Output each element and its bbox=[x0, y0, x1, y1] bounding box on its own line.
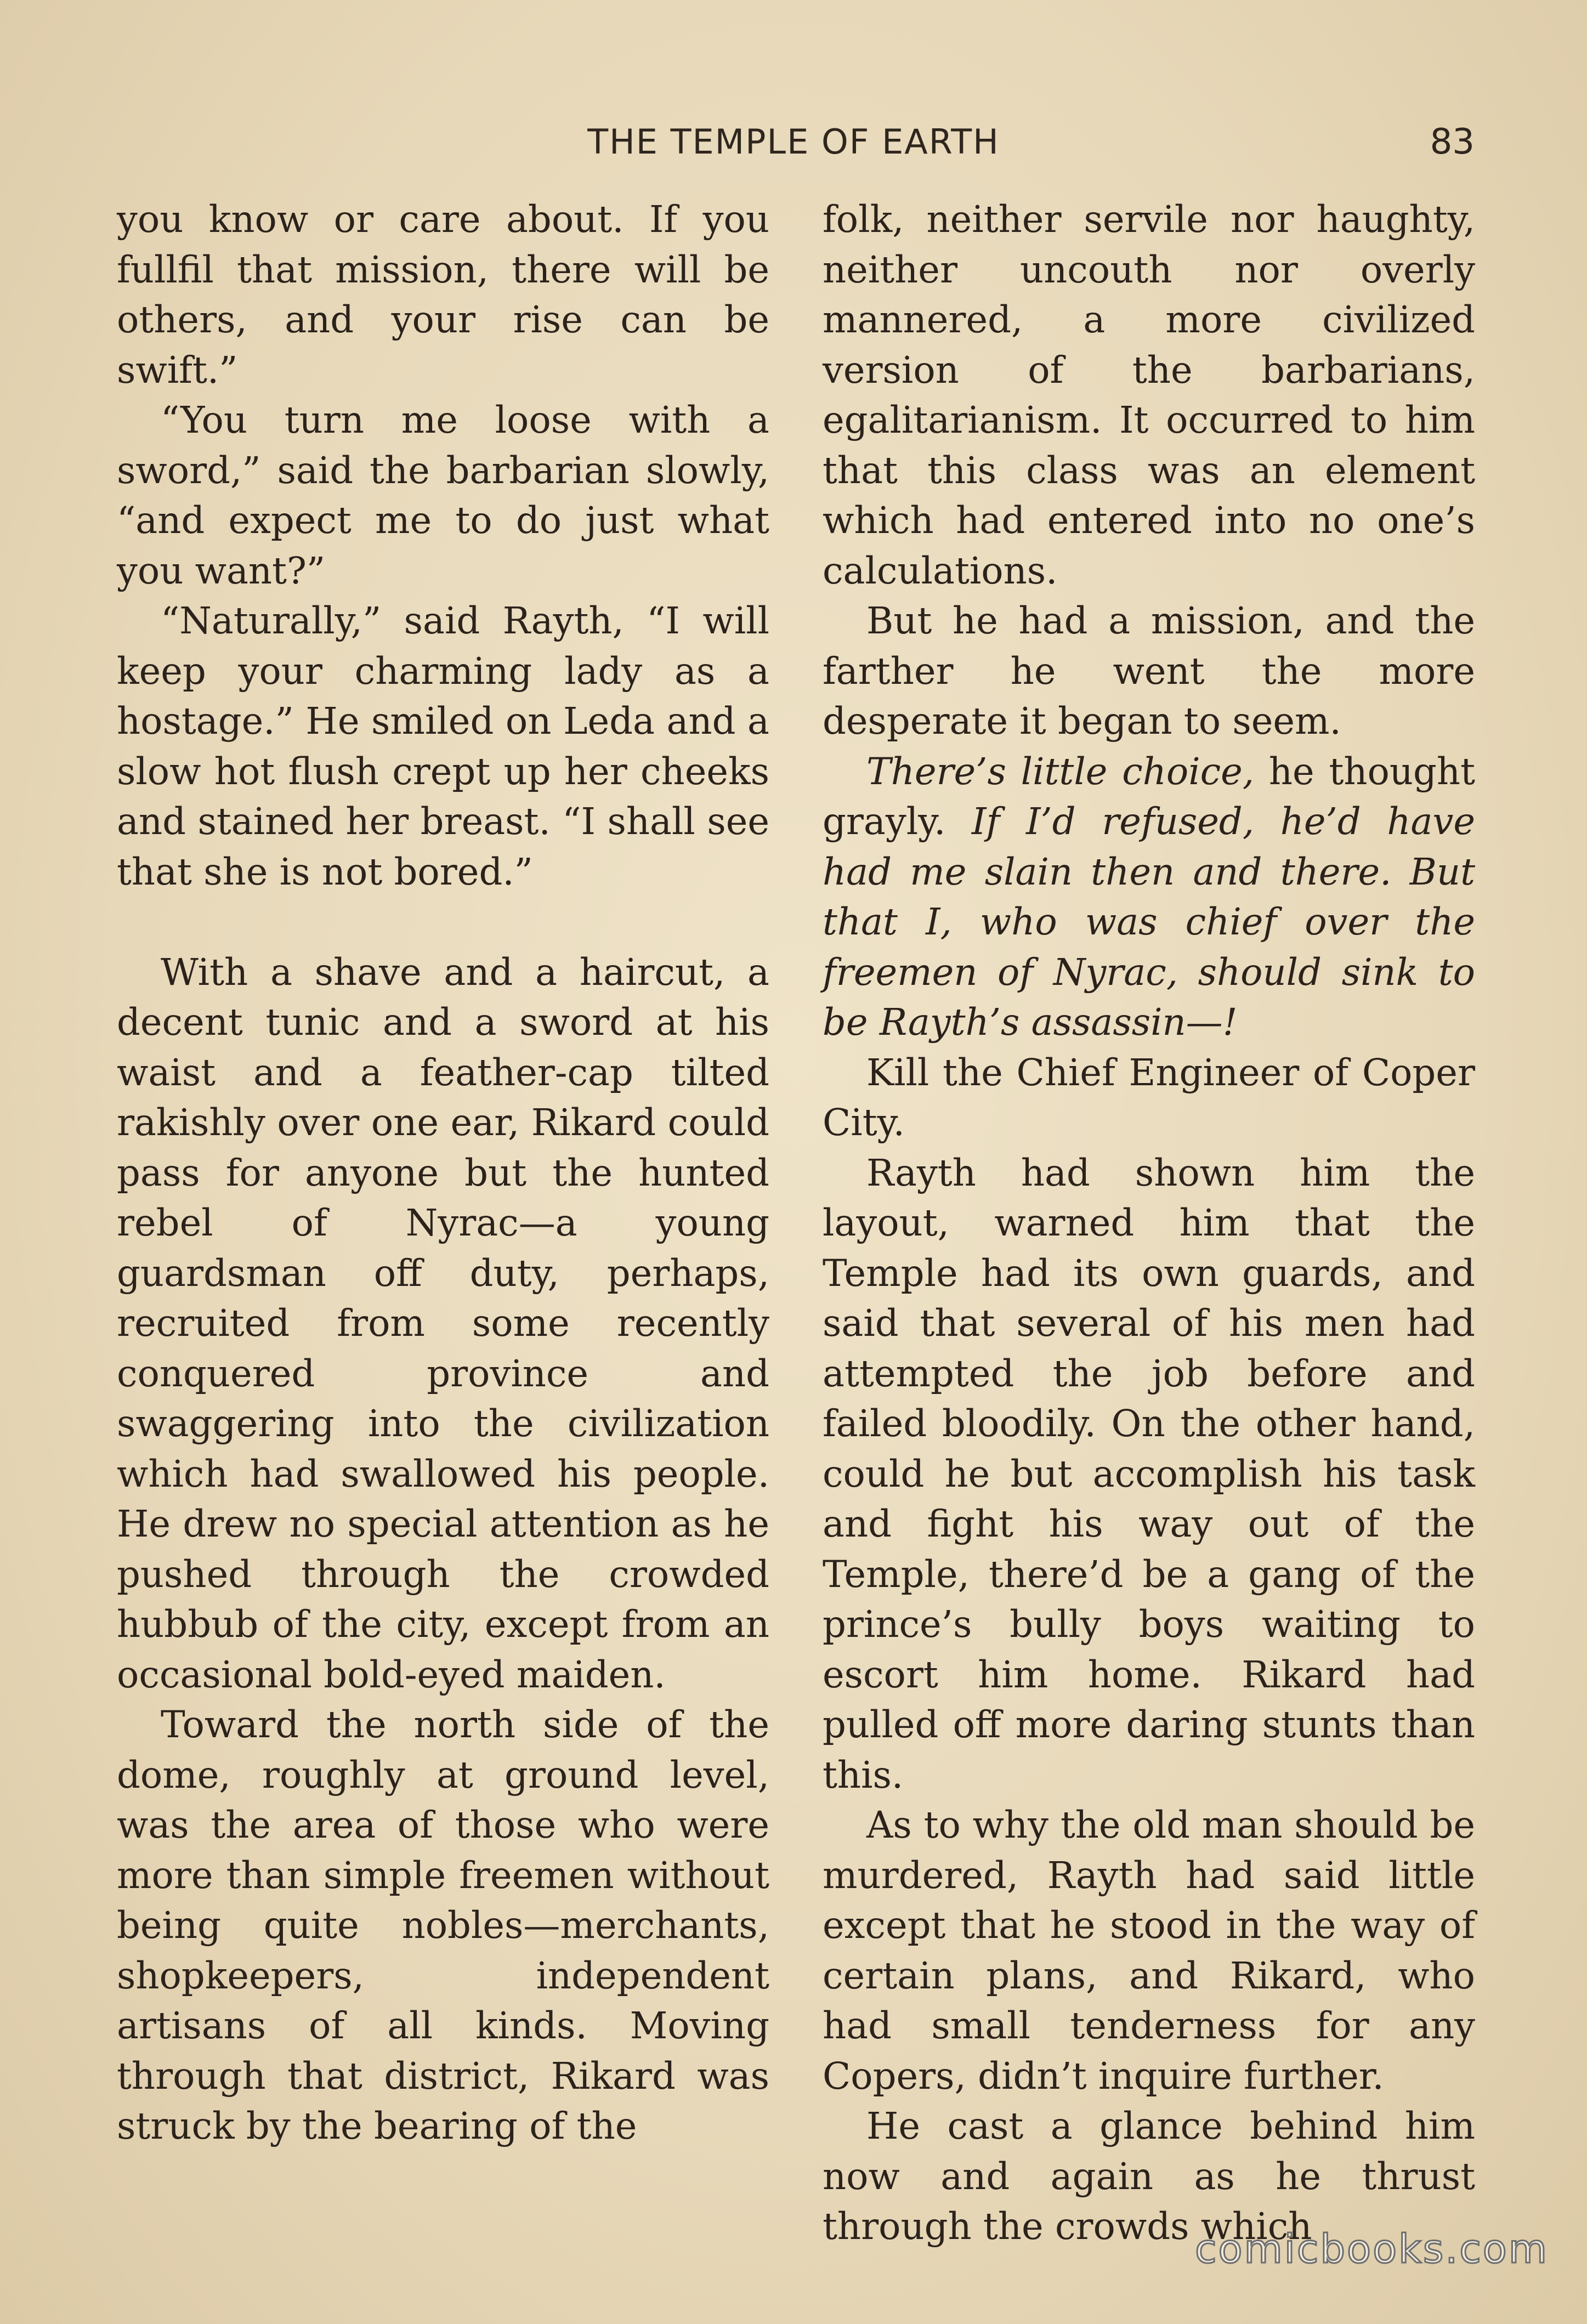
paragraph: Toward the north side of the dome, roughly at ground level, was the area of those who were more than simple freemen without being quite nobles—merchants, shopkeepers, independent artisans of all kinds. Moving through that district, Rikard was struck by the bearing of the bbox=[117, 1703, 769, 2147]
paragraph bbox=[823, 747, 1475, 1048]
paragraph: But he had a mission, and the farther he went the more desperate it began to seem. bbox=[823, 599, 1475, 742]
right-column bbox=[823, 195, 1475, 2252]
paragraph: “You turn me loose with a sword,” said the barbarian slowly, “and expect me to do just what you want?” bbox=[117, 399, 769, 592]
site-watermark: comicbooks.com bbox=[1194, 2226, 1549, 2272]
italic-thought: There’s little choice, bbox=[866, 750, 1255, 793]
paragraph: “Naturally,” said Rayth, “I will keep your charming lady as a hostage.” He smiled on Leda and a slow hot flush crept up her cheeks and stained her breast. “I shall see that she is not bored.” bbox=[117, 599, 769, 893]
italic-thought: If I’d refused, he’d have had me slain then and there. But that I, who was chief over the freemen of Nyrac, should sink to be Rayth’s assassin—! bbox=[823, 800, 1475, 1044]
paragraph: folk, neither servile nor haughty, neither uncouth nor overly mannered, a more civilized version of the barbarians, egalitarianism. It occurred to him that this class was an element which had entered into no one’s calculations. bbox=[823, 198, 1475, 592]
paragraph: you know or care about. If you fullfil that mission, there will be others, and your rise can be swift.” bbox=[117, 198, 769, 392]
paragraph-text: he thought grayly. bbox=[823, 750, 1475, 843]
running-title: THE TEMPLE OF EARTH bbox=[587, 122, 1000, 162]
paragraph: He cast a glance behind him now and again as he thrust through the crowds which bbox=[823, 2105, 1475, 2248]
left-column bbox=[117, 195, 769, 2152]
page-number: 83 bbox=[1430, 122, 1475, 162]
paragraph: Rayth had shown him the layout, warned him that the Temple had its own guards, and said that several of his men had attempted the job before and failed bloodily. On the other hand, could he but accomplish his task and fight his way out of the Temple, there’d be a gang of the prince’s bully boys waiting to escort him home. Rikard had pulled off more daring stunts than this. bbox=[823, 1151, 1475, 1796]
page-header bbox=[112, 122, 1475, 171]
paragraph: As to why the old man should be murdered, Rayth had said little except that he stood in the way of certain plans, and Rikard, who had small tenderness for any Copers, didn’t inquire further. bbox=[823, 1804, 1475, 2098]
paragraph: Kill the Chief Engineer of Coper City. bbox=[823, 1051, 1475, 1144]
paragraph: With a shave and a haircut, a decent tunic and a sword at his waist and a feather-cap tilted rakishly over one ear, Rikard could pass for anyone but the hunted rebel of Nyrac—a young guardsman off duty, perhaps, recruited from some recently conquered province and swaggering into the civilization which had swallowed his people. He drew no special attention as he pushed through the crowded hubbub of the city, except from an occasional bold-eyed maiden. bbox=[117, 950, 769, 1696]
